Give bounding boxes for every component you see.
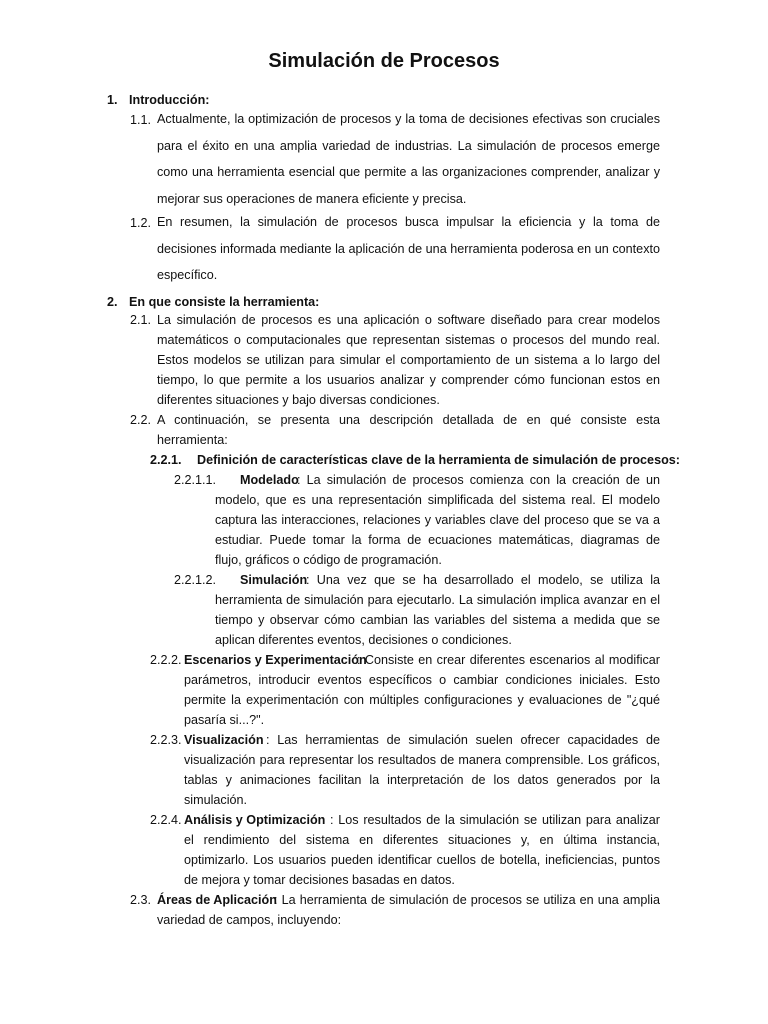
item-2-2-text: A continuación, se presenta una descripción detallada de en qué consiste esta herramienta: (157, 413, 660, 447)
document-title: Simulación de Procesos (268, 50, 500, 72)
sub-2-2-3-number: 2.2.3. (150, 733, 182, 747)
section-1-number: 1. (107, 93, 118, 107)
item-1-1-text: Actualmente, la optimización de procesos y la toma de decisiones efectivas son cruciales para el éxito en una amplia variedad de industrias. La simulación de procesos emerge como una herramienta esencial que permite a las organizaciones comprender, analizar y mejorar sus operaciones de manera eficiente y precisa. (157, 112, 660, 206)
item-2-2-1-1-number: 2.2.1.1. (174, 473, 217, 487)
section-2-heading: En que consiste la herramienta: (129, 295, 320, 309)
item-2-3-number: 2.3. (130, 893, 152, 907)
item-2-2-1-1-text: : La simulación de procesos comienza con la creación de un modelo, que es una representación simplificada del sistema real. El modelo captura las interacciones, relaciones y variables clave del proceso que se va a estudiar. Puede tomar la forma de ecuaciones matemáticas, diagramas de flujo, gráficos o código de programación. (215, 473, 660, 567)
sub-2-2-4-lead: Análisis y Optimización (184, 813, 326, 827)
sub-2-2-3-lead: Visualización (184, 733, 264, 747)
item-2-2-number: 2.2. (130, 413, 152, 427)
sub-2-2-4-text: : Los resultados de la simulación se utilizan para analizar el rendimiento del sistema en diferentes situaciones y, en última instancia, optimizarlo. Los usuarios pueden identificar cuellos de botella, ineficiencias, puntos de mejora y tomar decisiones basadas en datos. (184, 813, 660, 887)
sub-2-2-2-lead: Escenarios y Experimentación (184, 653, 367, 667)
item-1-2-text: En resumen, la simulación de procesos busca impulsar la eficiencia y la toma de decisiones informada mediante la aplicación de una herramienta poderosa en un contexto específico. (157, 215, 660, 282)
item-2-3-text: : La herramienta de simulación de procesos se utiliza en una amplia variedad de campos, incluyendo: (157, 893, 660, 927)
sub-2-2-2-text: : Consiste en crear diferentes escenarios al modificar parámetros, introducir eventos específicos o cambiar condiciones iniciales. Esto permite la experimentación con múltiples configuraciones y evaluaciones de "¿qué pasaría si...?". (184, 653, 660, 727)
sub-2-2-4-number: 2.2.4. (150, 813, 182, 827)
item-2-1-text: La simulación de procesos es una aplicación o software diseñado para crear modelos matemáticos o computacionales que representan sistemas o procesos del mundo real. Estos modelos se utilizan para simular el comportamiento de un sistema a lo largo del tiempo, lo que permite a los usuarios analizar y comprender cómo funcionan estos en diferentes situaciones y bajo diversas condiciones. (157, 313, 660, 407)
sub-2-2-3-text: : Las herramientas de simulación suelen ofrecer capacidades de visualización para representar los resultados de manera comprensible. Los gráficos, tablas y animaciones facilitan la interpretación de los datos generados por la simulación. (184, 733, 660, 807)
item-1-2-number: 1.2. (130, 216, 152, 230)
item-1-1-number: 1.1. (130, 113, 152, 127)
item-2-2-1-1-lead: Modelado (240, 473, 299, 487)
item-2-2-1-2-text: : Una vez que se ha desarrollado el modelo, se utiliza la herramienta de simulación para ejecutarlo. La simulación implica avanzar en el tiempo y observar cómo cambian las variables del sistema a medida que se aplican diferentes eventos, decisiones o condiciones. (215, 573, 660, 647)
item-2-1-number: 2.1. (130, 313, 152, 327)
item-2-2-1-2-number: 2.2.1.2. (174, 573, 217, 587)
sub-2-2-1-number: 2.2.1. (150, 453, 182, 467)
sub-2-2-2-number: 2.2.2. (150, 653, 182, 667)
section-1-heading: Introducción: (129, 93, 210, 107)
item-2-3-lead: Áreas de Aplicación (157, 893, 277, 907)
item-2-2-1-2-lead: Simulación (240, 573, 308, 587)
sub-2-2-1-heading: Definición de características clave de la herramienta de simulación de procesos: (197, 453, 680, 467)
section-2-number: 2. (107, 295, 118, 309)
